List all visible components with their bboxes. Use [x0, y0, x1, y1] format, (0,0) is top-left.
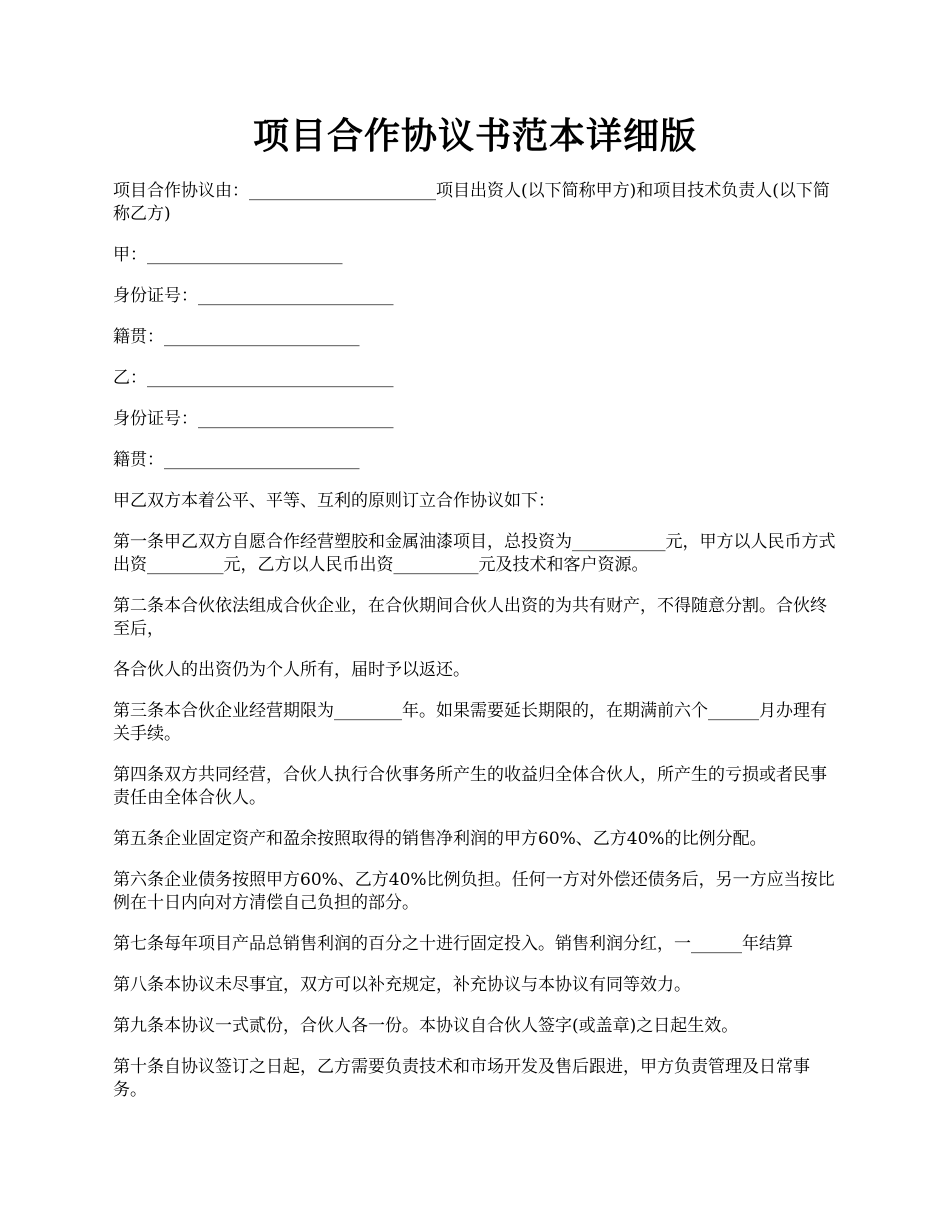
party-b-id-field: 身份证号：_______________________	[113, 409, 394, 429]
article-4: 第四条双方共同经营，合伙人执行合伙事务所产生的收益归全体合伙人，所产生的亏损或者民事责任由全体合伙人。	[113, 765, 827, 808]
party-b-origin-field: 籍贯：_______________________	[113, 450, 360, 470]
party-a-id-field: 身份证号：_______________________	[113, 286, 394, 306]
article-1: 第一条甲乙双方自愿合作经营塑胶和金属油漆项目，总投资为___________元，甲方以人民币方式出资_________元，乙方以人民币出资__________元及技术和客户资源。	[113, 532, 836, 575]
article-9: 第九条本协议一式贰份，合伙人各一份。本协议自合伙人签字(或盖章)之日起生效。	[113, 1016, 739, 1036]
article-2-continued: 各合伙人的出资仍为个人所有，届时予以返还。	[113, 660, 470, 680]
document-title: 项目合作协议书范本详细版	[252, 115, 697, 157]
preamble-paragraph: 甲乙双方本着公平、平等、互利的原则订立合作协议如下：	[113, 491, 555, 511]
article-3: 第三条本合伙企业经营期限为________年。如果需要延长期限的，在期满前六个______月办理有关手续。	[113, 701, 827, 744]
article-8: 第八条本协议未尽事宜，双方可以补充规定，补充协议与本协议有同等效力。	[113, 975, 691, 995]
article-2: 第二条本合伙依法组成合伙企业，在合伙期间合伙人出资的为共有财产，不得随意分割。合伙终至后，	[113, 596, 827, 639]
article-6: 第六条企业债务按照甲方60%、乙方40%比例负担。任何一方对外偿还债务后，另一方应当按比例在十日内向对方清偿自己负担的部分。	[113, 870, 835, 913]
party-a-name-field: 甲：_______________________	[113, 245, 343, 265]
document-body	[113, 180, 841, 1120]
article-5: 第五条企业固定资产和盈余按照取得的销售净利润的甲方60%、乙方40%的比例分配。	[113, 829, 767, 849]
party-a-origin-field: 籍贯：_______________________	[113, 327, 360, 347]
intro-paragraph: 项目合作协议由：______________________项目出资人(以下简称甲方)和项目技术负责人(以下简称乙方)	[113, 181, 830, 224]
article-10: 第十条自协议签订之日起，乙方需要负责技术和市场开发及售后跟进，甲方负责管理及日常事务。	[113, 1057, 810, 1100]
article-7: 第七条每年项目产品总销售利润的百分之十进行固定投入。销售利润分红，一______年结算	[113, 934, 793, 954]
party-b-name-field: 乙：_____________________________	[113, 368, 394, 388]
